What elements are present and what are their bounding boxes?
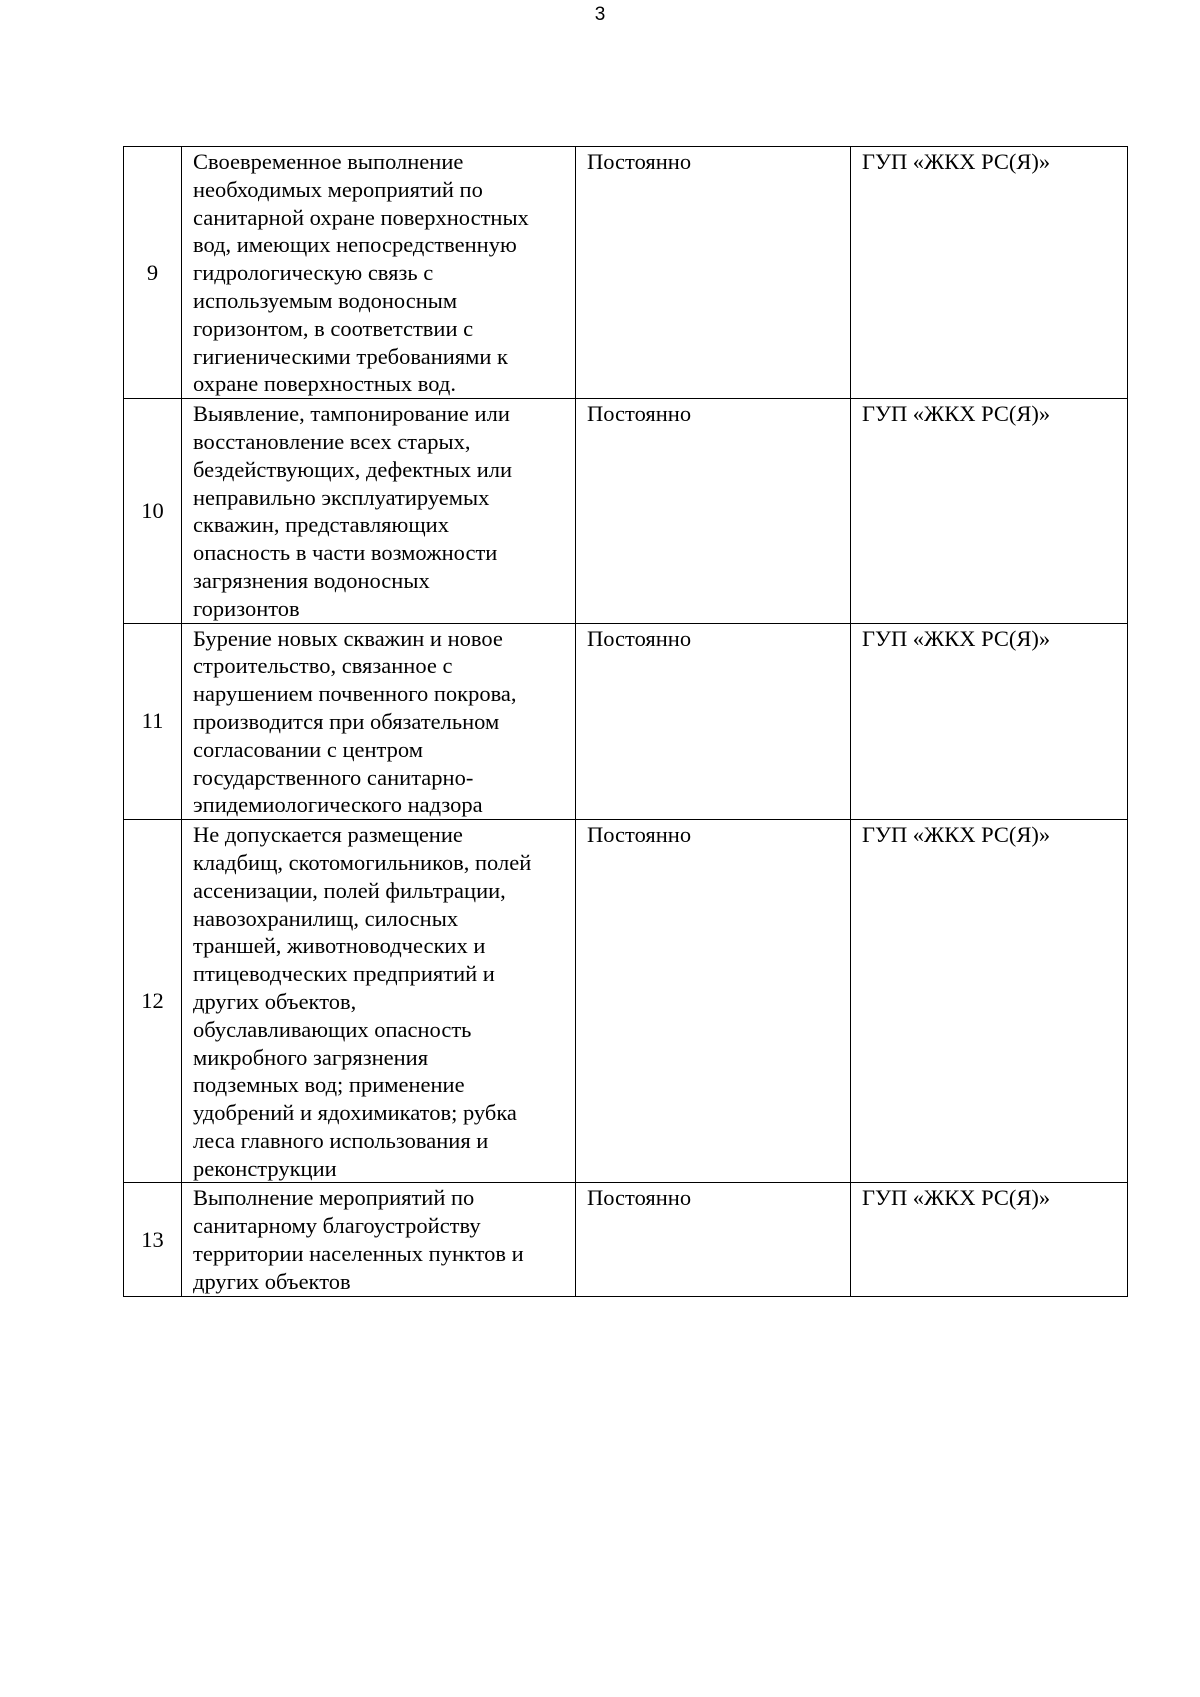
task-term: Постоянно <box>576 623 851 820</box>
task-line: загрязнения водоносных <box>193 567 430 593</box>
task-line: Своевременное выполнение <box>193 149 464 174</box>
task-line: удобрений и ядохимикатов; рубка <box>193 1100 517 1126</box>
task-line: используемым водоносным <box>193 287 458 313</box>
task-responsible: ГУП «ЖКХ РС(Я)» <box>851 820 1128 1183</box>
task-line: опасность в части возможности <box>193 540 498 566</box>
task-line: Выполнение мероприятий по <box>193 1185 475 1211</box>
task-line: неправильно эксплуатируемых <box>193 484 490 510</box>
task-line: кладбищ, скотомогильников, полей <box>193 849 532 875</box>
task-line: санитарному благоустройству <box>193 1213 481 1239</box>
task-description <box>182 399 576 623</box>
task-line: эпидемиологического надзора <box>193 792 483 818</box>
task-line: траншей, животноводческих и <box>193 933 486 959</box>
task-line: горизонтов <box>193 595 300 621</box>
task-line: подземных вод; применение <box>193 1072 465 1098</box>
task-line: гигиеническими требованиями к <box>193 343 508 369</box>
row-number: 10 <box>124 399 182 623</box>
task-line: строительство, связанное с <box>193 653 453 679</box>
task-line: микробного загрязнения <box>193 1044 429 1070</box>
row-number: 11 <box>124 623 182 820</box>
task-term: Постоянно <box>576 1183 851 1296</box>
task-line: восстановление всех старых, <box>193 428 471 454</box>
task-line: леса главного использования и <box>193 1127 489 1153</box>
task-line: гидрологическую связь с <box>193 260 434 286</box>
task-line: других объектов <box>193 1268 351 1294</box>
task-line: птицеводческих предприятий и <box>193 961 495 987</box>
task-responsible: ГУП «ЖКХ РС(Я)» <box>851 623 1128 820</box>
task-line: вод, имеющих непосредственную <box>193 232 517 258</box>
task-line: скважин, представляющих <box>193 512 449 538</box>
task-line: Бурение новых скважин и новое <box>193 625 503 651</box>
row-number: 12 <box>124 820 182 1183</box>
task-line: необходимых мероприятий по <box>193 176 483 202</box>
table-row <box>124 399 1128 623</box>
task-responsible: ГУП «ЖКХ РС(Я)» <box>851 1183 1128 1296</box>
row-number: 13 <box>124 1183 182 1296</box>
measures-table <box>123 146 1128 1297</box>
task-line: Не допускается размещение <box>193 822 463 848</box>
task-responsible: ГУП «ЖКХ РС(Я)» <box>851 147 1128 399</box>
task-line: согласовании с центром <box>193 736 423 762</box>
table-row <box>124 147 1128 399</box>
measures-table-body <box>124 147 1128 1297</box>
task-description <box>182 147 576 399</box>
table-row <box>124 1183 1128 1296</box>
task-line: охране поверхностных вод. <box>193 371 456 397</box>
task-description <box>182 1183 576 1296</box>
task-line: нарушением почвенного покрова, <box>193 681 517 707</box>
task-line: других объектов, <box>193 988 357 1014</box>
task-line: бездействующих, дефектных или <box>193 456 513 482</box>
table-row <box>124 623 1128 820</box>
task-term: Постоянно <box>576 820 851 1183</box>
task-term: Постоянно <box>576 399 851 623</box>
page-number: 3 <box>594 4 606 25</box>
task-term: Постоянно <box>576 147 851 399</box>
task-line: производится при обязательном <box>193 708 500 734</box>
task-line: реконструкции <box>193 1155 337 1181</box>
task-responsible: ГУП «ЖКХ РС(Я)» <box>851 399 1128 623</box>
task-line: горизонтом, в соответствии с <box>193 315 474 341</box>
task-line: Выявление, тампонирование или <box>193 401 510 427</box>
task-line: обуславливающих опасность <box>193 1016 472 1042</box>
task-line: территории населенных пунктов и <box>193 1241 524 1267</box>
row-number: 9 <box>124 147 182 399</box>
task-line: государственного санитарно- <box>193 764 474 790</box>
task-description <box>182 623 576 820</box>
task-line: ассенизации, полей фильтрации, <box>193 877 506 903</box>
task-description <box>182 820 576 1183</box>
table-row <box>124 820 1128 1183</box>
task-line: санитарной охране поверхностных <box>193 204 529 230</box>
task-line: навозохранилищ, силосных <box>193 905 459 931</box>
